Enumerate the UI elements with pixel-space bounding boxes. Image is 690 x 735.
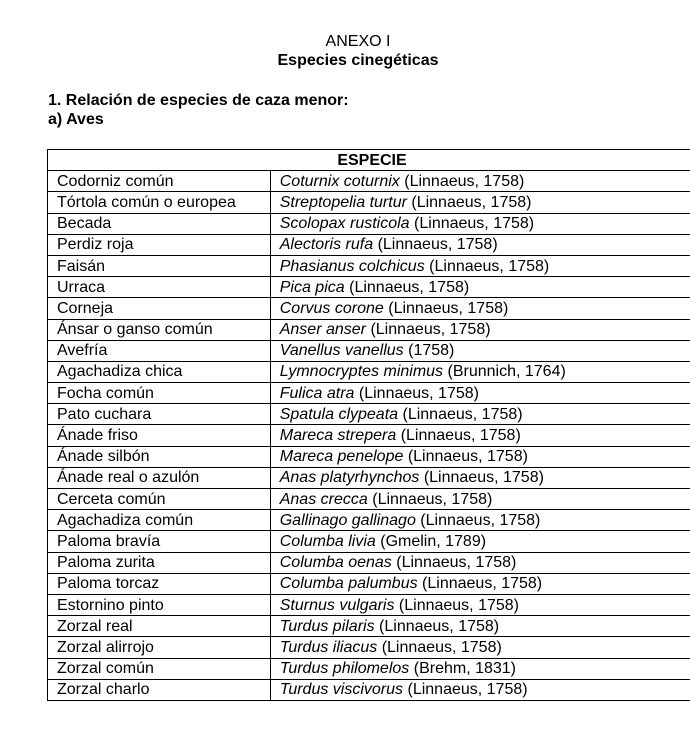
scientific-name: Columba livia — [279, 532, 376, 550]
scientific-name-cell — [270, 594, 690, 615]
common-name-cell: Ánsar o ganso común — [48, 319, 271, 340]
taxonomic-authority: (Linnaeus, 1758) — [422, 575, 543, 593]
common-name-cell: Perdiz roja — [48, 234, 271, 255]
table-row — [48, 425, 690, 446]
table-row — [48, 298, 690, 319]
taxonomic-authority: (Linnaeus, 1758) — [423, 469, 544, 487]
taxonomic-authority: (Linnaeus, 1758) — [414, 215, 535, 233]
scientific-name: Turdus pilaris — [279, 617, 375, 635]
taxonomic-authority: (Linnaeus, 1758) — [396, 554, 517, 572]
scientific-name-cell — [270, 277, 690, 298]
table-row — [48, 213, 690, 234]
taxonomic-authority: (Linnaeus, 1758) — [379, 617, 500, 635]
table-row — [48, 319, 690, 340]
annex-title: ANEXO I — [325, 33, 391, 50]
scientific-name: Pica pica — [279, 278, 345, 296]
scientific-name: Phasianus colchicus — [279, 257, 425, 275]
scientific-name: Vanellus vanellus — [279, 342, 404, 360]
common-name-cell: Paloma torcaz — [48, 573, 271, 594]
scientific-name: Mareca strepera — [279, 427, 397, 445]
common-name-cell: Corneja — [48, 298, 271, 319]
common-name-cell: Faisán — [48, 255, 271, 276]
species-column-header: ESPECIE — [48, 150, 690, 171]
table-row — [48, 510, 690, 531]
taxonomic-authority: (Linnaeus, 1758) — [407, 681, 528, 699]
scientific-name: Mareca penelope — [279, 448, 404, 466]
common-name-cell: Focha común — [48, 383, 271, 404]
scientific-name-cell — [270, 383, 690, 404]
scientific-name-cell — [270, 213, 690, 234]
table-row — [48, 446, 690, 467]
taxonomic-authority: (Gmelin, 1789) — [380, 532, 487, 550]
table-row — [48, 192, 690, 213]
scientific-name-cell — [270, 658, 690, 679]
table-row — [48, 489, 690, 510]
table-row — [48, 171, 690, 192]
section-heading: 1. Relación de especies de caza menor: — [48, 92, 349, 109]
scientific-name: Corvus corone — [279, 299, 384, 317]
table-row — [48, 573, 690, 594]
scientific-name: Columba palumbus — [279, 575, 418, 593]
taxonomic-authority: (Linnaeus, 1758) — [420, 511, 541, 529]
scientific-name: Anser anser — [279, 321, 366, 339]
taxonomic-authority: (Linnaeus, 1758) — [400, 427, 521, 445]
common-name-cell: Paloma bravía — [48, 531, 271, 552]
taxonomic-authority: (Linnaeus, 1758) — [372, 490, 493, 508]
scientific-name: Coturnix coturnix — [279, 172, 400, 190]
table-row — [48, 404, 690, 425]
scientific-name-cell — [270, 255, 690, 276]
annex-subtitle: Especies cinegéticas — [277, 52, 439, 69]
scientific-name-cell — [270, 552, 690, 573]
common-name-cell: Zorzal real — [48, 616, 271, 637]
common-name-cell: Zorzal charlo — [48, 679, 271, 700]
scientific-name: Turdus philomelos — [279, 660, 410, 678]
scientific-name: Turdus viscivorus — [279, 681, 404, 699]
scientific-name: Anas crecca — [279, 490, 368, 508]
common-name-cell: Paloma zurita — [48, 552, 271, 573]
scientific-name-cell — [270, 489, 690, 510]
table-row — [48, 594, 690, 615]
taxonomic-authority: (Linnaeus, 1758) — [370, 321, 491, 339]
taxonomic-authority: (Linnaeus, 1758) — [388, 299, 509, 317]
common-name-cell: Agachadiza común — [48, 510, 271, 531]
table-row — [48, 658, 690, 679]
taxonomic-authority: (Linnaeus, 1758) — [358, 384, 479, 402]
table-row — [48, 277, 690, 298]
scientific-name-cell — [270, 361, 690, 382]
taxonomic-authority: (Linnaeus, 1758) — [404, 172, 525, 190]
table-row — [48, 679, 690, 700]
table-row — [48, 467, 690, 488]
scientific-name-cell — [270, 446, 690, 467]
common-name-cell: Cerceta común — [48, 489, 271, 510]
common-name-cell: Tórtola común o europea — [48, 192, 271, 213]
scientific-name-cell — [270, 637, 690, 658]
table-row — [48, 361, 690, 382]
common-name-cell: Agachadiza chica — [48, 361, 271, 382]
common-name-cell: Zorzal alirrojo — [48, 637, 271, 658]
common-name-cell: Avefría — [48, 340, 271, 361]
common-name-cell: Becada — [48, 213, 271, 234]
scientific-name: Columba oenas — [279, 554, 392, 572]
taxonomic-authority: (Brunnich, 1764) — [447, 363, 566, 381]
species-table-body — [48, 171, 690, 701]
table-row — [48, 552, 690, 573]
scientific-name: Streptopelia turtur — [279, 193, 407, 211]
scientific-name: Fulica atra — [279, 384, 355, 402]
common-name-cell: Ánade silbón — [48, 446, 271, 467]
scientific-name: Scolopax rusticola — [279, 215, 410, 233]
table-row — [48, 383, 690, 404]
common-name-cell: Urraca — [48, 277, 271, 298]
common-name-cell: Ánade friso — [48, 425, 271, 446]
taxonomic-authority: (Linnaeus, 1758) — [398, 596, 519, 614]
scientific-name-cell — [270, 234, 690, 255]
scientific-name-cell — [270, 510, 690, 531]
taxonomic-authority: (Linnaeus, 1758) — [349, 278, 470, 296]
species-table — [47, 149, 690, 701]
scientific-name: Alectoris rufa — [279, 236, 374, 254]
taxonomic-authority: (Linnaeus, 1758) — [377, 236, 498, 254]
table-header-row — [48, 150, 690, 171]
scientific-name-cell — [270, 171, 690, 192]
scientific-name: Gallinago gallinago — [279, 511, 416, 529]
scientific-name-cell — [270, 425, 690, 446]
scientific-name: Lymnocryptes minimus — [279, 363, 444, 381]
table-row — [48, 531, 690, 552]
taxonomic-authority: (Linnaeus, 1758) — [411, 193, 532, 211]
scientific-name-cell — [270, 340, 690, 361]
scientific-name-cell — [270, 616, 690, 637]
scientific-name-cell — [270, 192, 690, 213]
scientific-name-cell — [270, 298, 690, 319]
scientific-name-cell — [270, 319, 690, 340]
table-row — [48, 234, 690, 255]
taxonomic-authority: (Brehm, 1831) — [413, 660, 516, 678]
common-name-cell: Ánade real o azulón — [48, 467, 271, 488]
scientific-name: Turdus iliacus — [279, 638, 378, 656]
table-row — [48, 255, 690, 276]
table-row — [48, 637, 690, 658]
subsection-heading: a) Aves — [48, 111, 104, 128]
scientific-name: Sturnus vulgaris — [279, 596, 395, 614]
common-name-cell: Estornino pinto — [48, 594, 271, 615]
scientific-name: Spatula clypeata — [279, 405, 399, 423]
common-name-cell: Zorzal común — [48, 658, 271, 679]
taxonomic-authority: (Linnaeus, 1758) — [407, 448, 528, 466]
common-name-cell: Pato cuchara — [48, 404, 271, 425]
scientific-name: Anas platyrhynchos — [279, 469, 420, 487]
scientific-name-cell — [270, 573, 690, 594]
common-name-cell: Codorniz común — [48, 171, 271, 192]
taxonomic-authority: (1758) — [408, 342, 455, 360]
scientific-name-cell — [270, 467, 690, 488]
table-row — [48, 340, 690, 361]
table-row — [48, 616, 690, 637]
scientific-name-cell — [270, 531, 690, 552]
taxonomic-authority: (Linnaeus, 1758) — [402, 405, 523, 423]
scientific-name-cell — [270, 679, 690, 700]
taxonomic-authority: (Linnaeus, 1758) — [429, 257, 550, 275]
taxonomic-authority: (Linnaeus, 1758) — [381, 638, 502, 656]
scientific-name-cell — [270, 404, 690, 425]
